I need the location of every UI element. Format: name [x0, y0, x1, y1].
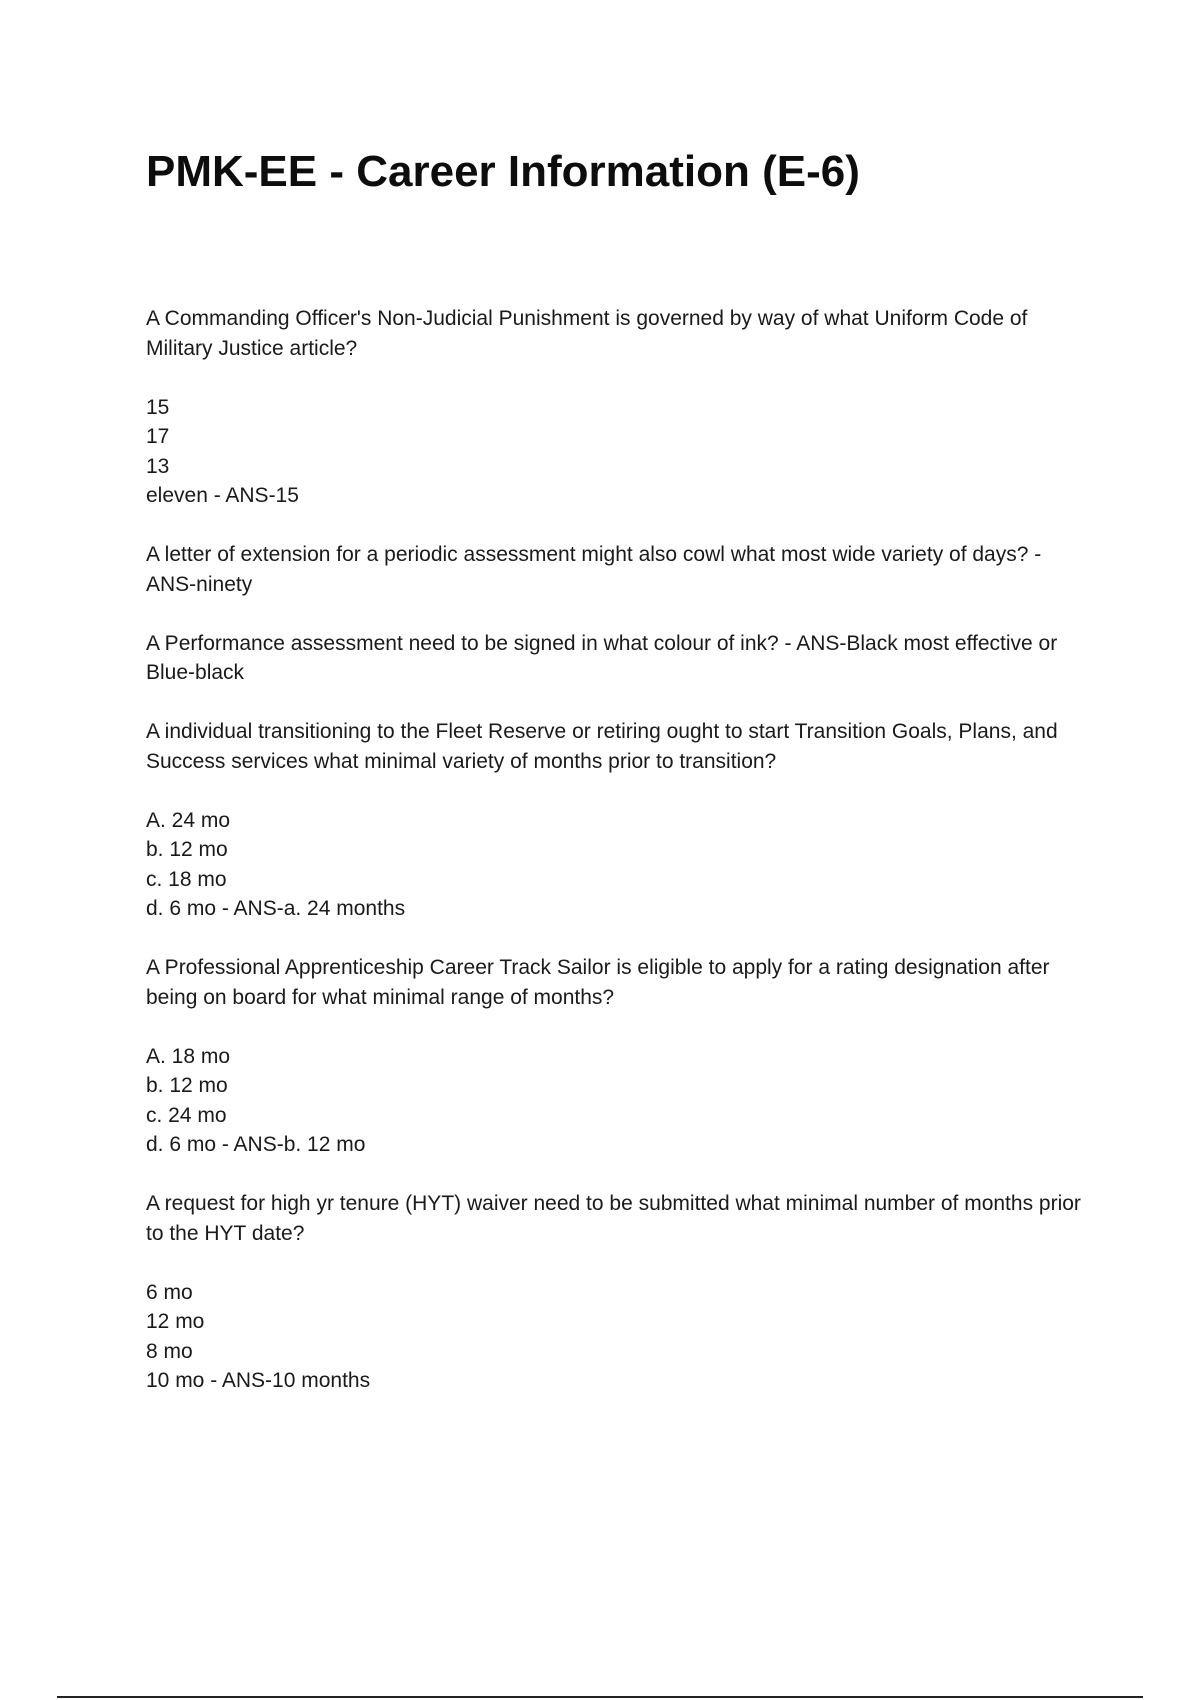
- answer-options: [146, 393, 1096, 511]
- answer-options: [146, 1278, 1096, 1396]
- answer-option: b. 12 mo: [146, 1074, 228, 1097]
- question-item: [146, 540, 1096, 599]
- question-item: [146, 717, 1096, 924]
- answer-option: 17: [146, 425, 170, 448]
- document-title: PMK-EE - Career Information (E-6): [146, 147, 860, 196]
- question-text: A Performance assessment need to be signed in what colour of ink? - ANS-Black most effective or Blue-black: [146, 631, 1058, 684]
- answer-option: d. 6 mo - ANS-b. 12 mo: [146, 1133, 366, 1156]
- question-item: [146, 304, 1096, 511]
- answer-option: c. 24 mo: [146, 1103, 227, 1127]
- question-text: A individual transitioning to the Fleet Reserve or retiring ought to start Transition Goals, Plans, and Success services what minimal variety of months prior to transition?: [146, 720, 1058, 773]
- answer-option: b. 12 mo: [146, 838, 228, 861]
- footer-divider: [57, 1696, 1143, 1698]
- answer-option: 12 mo: [146, 1310, 205, 1333]
- question-item: [146, 1189, 1096, 1396]
- answer-option: 6 mo: [146, 1280, 193, 1304]
- question-item: [146, 953, 1096, 1160]
- question-list: [146, 304, 1096, 1425]
- question-text: A request for high yr tenure (HYT) waiver need to be submitted what minimal number of months prior to the HYT date?: [146, 1192, 1081, 1245]
- answer-option: c. 18 mo: [146, 867, 227, 891]
- answer-option: 8 mo: [146, 1339, 193, 1363]
- answer-option: 13: [146, 454, 170, 478]
- question-text: A letter of extension for a periodic assessment might also cowl what most wide variety of days? - ANS-ninety: [146, 543, 1042, 596]
- question-text: A Commanding Officer's Non-Judicial Punishment is governed by way of what Uniform Code of Military Justice article?: [146, 307, 1028, 360]
- answer-option: 10 mo - ANS-10 months: [146, 1369, 371, 1392]
- answer-option: d. 6 mo - ANS-a. 24 months: [146, 897, 406, 920]
- question-text: A Professional Apprenticeship Career Track Sailor is eligible to apply for a rating designation after being on board for what minimal range of months?: [146, 956, 1050, 1009]
- answer-option: 15: [146, 395, 170, 419]
- answer-option: A. 18 mo: [146, 1044, 231, 1068]
- answer-option: eleven - ANS-15: [146, 484, 299, 507]
- question-item: [146, 629, 1096, 688]
- answer-options: [146, 1042, 1096, 1160]
- answer-options: [146, 806, 1096, 924]
- answer-option: A. 24 mo: [146, 808, 231, 832]
